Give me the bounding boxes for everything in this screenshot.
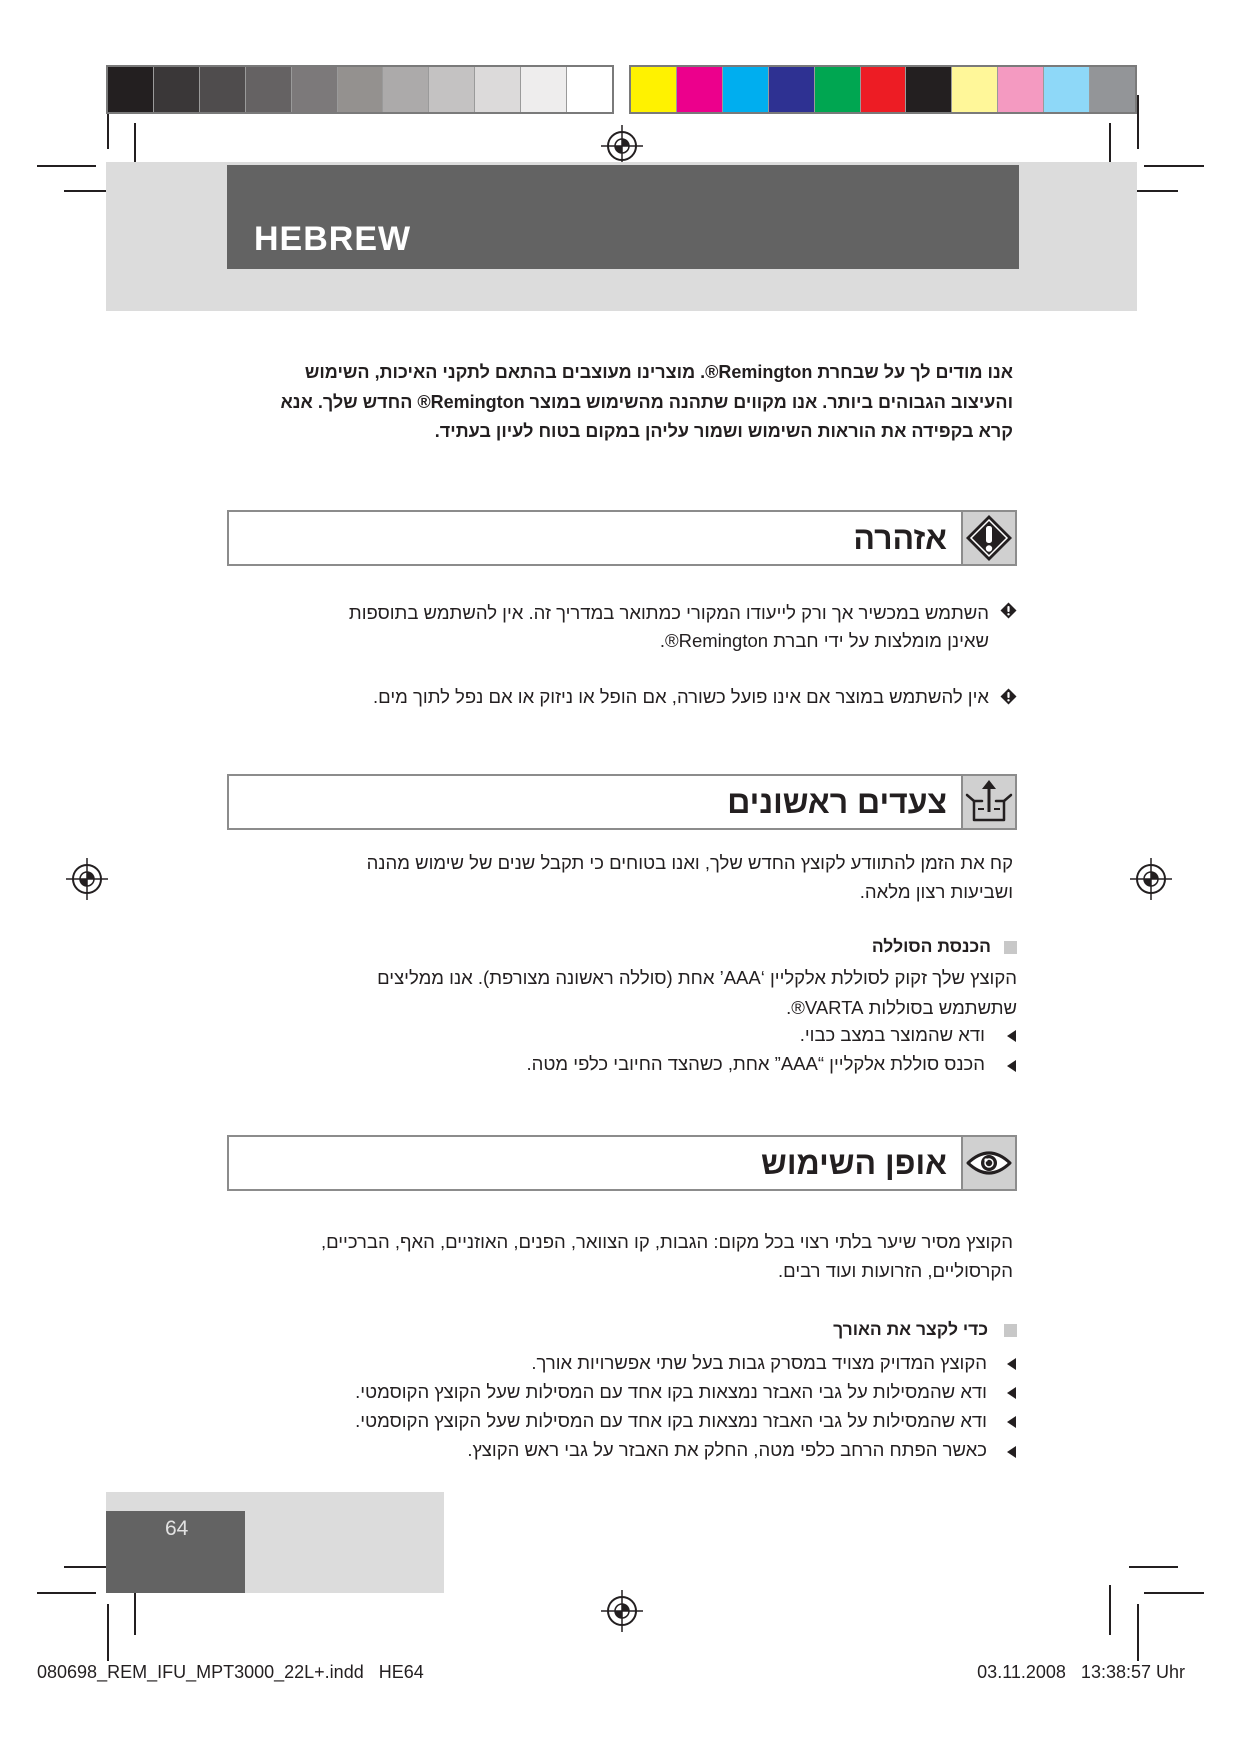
crop-mark [1144, 1592, 1204, 1594]
triangle-bullet-icon [1007, 1060, 1016, 1072]
trim-step: ודא שהמסילות על גבי האבזר נמצאות בקו אחד עם המסילות שעל הקוצץ הקוסמטי. [355, 1410, 987, 1431]
paragraph-line: שתשתמש בסוללות VARTA®. [786, 997, 1017, 1018]
color-swatch [631, 67, 677, 112]
color-swatch [677, 67, 723, 112]
triangle-bullet-icon [1007, 1358, 1016, 1370]
paragraph-line: ושביעות רצון מלאה. [859, 881, 1013, 902]
unpack-box-icon [961, 776, 1015, 828]
language-header [227, 165, 1019, 269]
color-swatch [475, 67, 521, 112]
warning-bullet-line: אין להשתמש במוצר אם אינו פועל כשורה, אם הופל או ניזוק או אם נפל לתוך מים. [373, 686, 989, 707]
file-info: 080698_REM_IFU_MPT3000_22L+.indd HE64 [37, 1662, 424, 1682]
color-swatch [861, 67, 907, 112]
color-swatch [108, 67, 154, 112]
warning-bullet-line: השתמש במכשיר אך ורק לייעודו המקורי כמתואר במדריך זה. אין להשתמש בתוספות [348, 602, 989, 623]
color-swatch [723, 67, 769, 112]
color-swatch [292, 67, 338, 112]
color-swatch [1044, 67, 1090, 112]
warning-title: אזהרה [853, 520, 947, 556]
battery-paragraph [377, 963, 1017, 1023]
language-title: HEBREW [254, 220, 412, 258]
color-swatch [338, 67, 384, 112]
warning-bullet-icon [1000, 688, 1017, 705]
triangle-bullet-icon [1007, 1446, 1016, 1458]
paragraph-line: קח את הזמן להתוודע לקוצץ החדש שלך, ואנו בטוחים כי תקבל שנים של שימוש מהנה [366, 852, 1013, 873]
crop-mark [1137, 1604, 1139, 1661]
grayscale-color-bar [106, 65, 614, 114]
intro-line: והעיצוב הגבוהים ביותר. אנו מקווים שתהנה מהשימוש במוצר Remington® החדש שלך. אנא [280, 391, 1013, 412]
crop-mark [37, 1592, 96, 1594]
triangle-bullet-icon [1007, 1416, 1016, 1428]
color-swatch [200, 67, 246, 112]
intro-paragraph [281, 358, 1014, 447]
registration-mark-icon [65, 857, 109, 901]
intro-line: קרא בקפידה את הוראות השימוש ושמור עליהן במקום בטוח לעיון בעתיד. [434, 421, 1013, 441]
color-swatch [906, 67, 952, 112]
color-swatch [952, 67, 998, 112]
getting-started-section-header [227, 774, 1017, 830]
page-number: 64 [165, 1517, 189, 1540]
color-swatch [769, 67, 815, 112]
triangle-bullet-icon [1007, 1387, 1016, 1399]
intro-line: אנו מודים לך על שבחרת Remington®. מוצרינו מעוצבים בהתאם לתקני האיכות, השימוש [304, 362, 1013, 382]
warning-bullet [349, 599, 989, 655]
warning-bullet [373, 683, 989, 711]
paragraph-line: הקוצץ מסיר שיער בלתי רצוי בכל מקום: הגבות, קו הצוואר, הפנים, האוזניים, האף, הברכיים, [320, 1231, 1013, 1252]
page-number-box [106, 1511, 245, 1593]
registration-mark-icon [600, 1589, 644, 1633]
eye-icon [961, 1137, 1015, 1189]
getting-started-paragraph [367, 848, 1013, 906]
warning-bullet-icon [1000, 602, 1017, 619]
trim-heading: כדי לקצר את האורך [833, 1319, 988, 1339]
color-swatch [521, 67, 567, 112]
trim-step: הקוצץ המדויק מצויד במסרק גבות בעל שתי אפשרויות אורך. [531, 1352, 987, 1373]
warning-diamond-icon [961, 512, 1015, 564]
crop-mark [64, 1566, 112, 1568]
color-swatch [815, 67, 861, 112]
paragraph-line: הקרסוליים, הזרועות ועוד רבים. [778, 1260, 1013, 1281]
color-swatch [154, 67, 200, 112]
color-swatch [383, 67, 429, 112]
usage-title: אופן השימוש [761, 1145, 947, 1181]
color-swatch [246, 67, 292, 112]
crop-mark [107, 1604, 109, 1661]
color-swatch [429, 67, 475, 112]
paragraph-line: הקוצץ שלך זקוק לסוללת אלקליין ‘AAA’ אחת (סוללה ראשונה מצורפת). אנו ממליצים [377, 967, 1017, 988]
trim-step: ודא שהמסילות על גבי האבזר נמצאות בקו אחד עם המסילות שעל הקוצץ הקוסמטי. [355, 1381, 987, 1402]
warning-section-header [227, 510, 1017, 566]
trim-step: כאשר הפתח הרחב כלפי מטה, החלק את האבזר על גבי ראש הקוצץ. [467, 1439, 987, 1460]
warning-bullet-line: שאינן מומלצות על ידי חברת Remington®. [659, 630, 989, 651]
color-swatch [567, 67, 612, 112]
crop-mark [1129, 1566, 1178, 1568]
battery-step: ודא שהמוצר במצב כבוי. [799, 1024, 985, 1045]
battery-step: הכנס סוללת אלקליין “AAA” אחת, כשהצד החיובי כלפי מטה. [526, 1053, 985, 1074]
usage-paragraph [321, 1227, 1013, 1285]
crop-mark [37, 165, 96, 167]
crop-mark [1137, 95, 1139, 149]
process-color-bar [629, 65, 1137, 114]
square-bullet-icon [1004, 941, 1017, 954]
triangle-bullet-icon [1007, 1030, 1016, 1042]
getting-started-title: צעדים ראשונים [727, 784, 947, 820]
print-timestamp: 03.11.2008 13:38:57 Uhr [977, 1662, 1185, 1682]
registration-mark-icon [1129, 857, 1173, 901]
crop-mark [1109, 1585, 1111, 1635]
square-bullet-icon [1004, 1324, 1017, 1337]
crop-mark [1144, 165, 1204, 167]
color-swatch [1090, 67, 1135, 112]
color-swatch [998, 67, 1044, 112]
battery-heading: הכנסת הסוללה [871, 936, 991, 956]
usage-section-header [227, 1135, 1017, 1191]
